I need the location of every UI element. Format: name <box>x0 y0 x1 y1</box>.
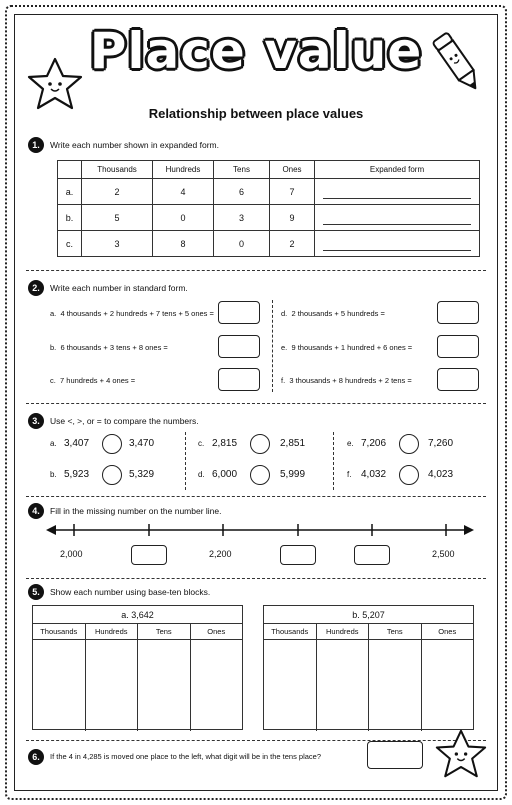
answer-box[interactable] <box>218 368 260 391</box>
base-ten-blocks-b <box>263 605 474 730</box>
answer-box[interactable] <box>218 301 260 324</box>
section-divider <box>26 270 486 271</box>
compare-circle[interactable] <box>399 465 419 485</box>
question-number: 6. <box>28 749 44 765</box>
question-prompt: If the 4 in 4,285 is moved one place to the left, what digit will be in the tens place? <box>50 752 321 761</box>
compare-label: a. <box>50 439 57 448</box>
column-divider <box>185 432 186 490</box>
table-row <box>58 205 480 231</box>
blocks-column[interactable]: Thousands <box>33 624 86 731</box>
compare-right: 7,260 <box>428 438 454 449</box>
compare-circle[interactable] <box>250 434 270 454</box>
expanded-form-answer[interactable] <box>315 179 480 205</box>
table-header: Tens <box>214 161 270 179</box>
cell-tens: 0 <box>214 231 270 257</box>
question-prompt: Fill in the missing number on the number line. <box>50 506 222 516</box>
standard-form-item: f. 3 thousands + 8 hundreds + 2 tens = <box>281 376 412 385</box>
number-line-answer-box[interactable] <box>354 545 390 565</box>
blocks-label: a. 3,642 <box>33 606 242 624</box>
pencil-icon <box>432 28 482 96</box>
answer-box[interactable] <box>218 335 260 358</box>
row-label: c. <box>58 231 82 257</box>
compare-label: e. <box>347 439 354 448</box>
section-divider <box>26 578 486 579</box>
compare-label: c. <box>198 439 205 448</box>
place-value-table <box>57 160 480 257</box>
cell-ones: 9 <box>270 205 315 231</box>
blocks-column[interactable]: Ones <box>422 624 474 731</box>
compare-label: f. <box>347 470 352 479</box>
compare-circle[interactable] <box>250 465 270 485</box>
cell-hundreds: 0 <box>153 205 214 231</box>
question-prompt: Use <, >, or = to compare the numbers. <box>50 416 199 426</box>
row-label: a. <box>58 179 82 205</box>
cell-tens: 6 <box>214 179 270 205</box>
compare-circle[interactable] <box>102 465 122 485</box>
question-prompt: Write each number shown in expanded form. <box>50 140 219 150</box>
cell-tens: 3 <box>214 205 270 231</box>
blocks-column[interactable]: Ones <box>191 624 243 731</box>
number-line <box>46 518 474 542</box>
blocks-column[interactable]: Tens <box>138 624 191 731</box>
standard-form-item: c. 7 hundreds + 4 ones = <box>50 376 136 385</box>
cell-thousands: 5 <box>82 205 153 231</box>
cell-thousands: 2 <box>82 179 153 205</box>
compare-right: 5,999 <box>280 469 306 480</box>
cell-ones: 7 <box>270 179 315 205</box>
section-divider <box>26 496 486 497</box>
number-line-label: 2,500 <box>432 549 455 559</box>
base-ten-blocks-a <box>32 605 243 730</box>
compare-right: 5,329 <box>129 469 155 480</box>
cell-hundreds: 4 <box>153 179 214 205</box>
compare-right: 3,470 <box>129 438 155 449</box>
answer-box[interactable] <box>437 335 479 358</box>
compare-right: 2,851 <box>280 438 306 449</box>
table-row <box>58 179 480 205</box>
table-header: Thousands <box>82 161 153 179</box>
number-line-answer-box[interactable] <box>280 545 316 565</box>
blocks-label: b. 5,207 <box>264 606 473 624</box>
compare-right: 4,023 <box>428 469 454 480</box>
number-line-answer-box[interactable] <box>131 545 167 565</box>
star-icon <box>434 728 488 780</box>
standard-form-item: d. 2 thousands + 5 hundreds = <box>281 309 385 318</box>
compare-left: 5,923 <box>64 469 90 480</box>
compare-circle[interactable] <box>102 434 122 454</box>
compare-left: 4,032 <box>361 469 387 480</box>
number-line-label: 2,200 <box>209 549 232 559</box>
table-row <box>58 231 480 257</box>
table-header: Hundreds <box>153 161 214 179</box>
table-header: Expanded form <box>315 161 480 179</box>
column-divider <box>272 300 273 392</box>
cell-ones: 2 <box>270 231 315 257</box>
question-number: 3. <box>28 413 44 429</box>
question-number: 1. <box>28 137 44 153</box>
answer-box[interactable] <box>367 741 423 769</box>
compare-left: 6,000 <box>212 469 238 480</box>
compare-left: 7,206 <box>361 438 387 449</box>
compare-circle[interactable] <box>399 434 419 454</box>
compare-left: 2,815 <box>212 438 238 449</box>
compare-label: d. <box>198 470 205 479</box>
blocks-column[interactable]: Thousands <box>264 624 317 731</box>
expanded-form-answer[interactable] <box>315 205 480 231</box>
standard-form-item: a. 4 thousands + 2 hundreds + 7 tens + 5 ones = <box>50 309 214 318</box>
cell-thousands: 3 <box>82 231 153 257</box>
table-header: Ones <box>270 161 315 179</box>
question-number: 2. <box>28 280 44 296</box>
answer-box[interactable] <box>437 301 479 324</box>
blocks-column[interactable]: Tens <box>369 624 422 731</box>
page-title: Place value <box>89 22 423 80</box>
blocks-column[interactable]: Hundreds <box>317 624 370 731</box>
column-divider <box>333 432 334 490</box>
expanded-form-answer[interactable] <box>315 231 480 257</box>
page-subtitle: Relationship between place values <box>148 106 364 121</box>
cell-hundreds: 8 <box>153 231 214 257</box>
question-number: 5. <box>28 584 44 600</box>
star-icon <box>26 56 84 112</box>
standard-form-item: e. 9 thousands + 1 hundred + 6 ones = <box>281 343 413 352</box>
section-divider <box>26 403 486 404</box>
answer-box[interactable] <box>437 368 479 391</box>
question-number: 4. <box>28 503 44 519</box>
blocks-column[interactable]: Hundreds <box>86 624 139 731</box>
compare-label: b. <box>50 470 57 479</box>
standard-form-item: b. 6 thousands + 3 tens + 8 ones = <box>50 343 168 352</box>
number-line-label: 2,000 <box>60 549 83 559</box>
question-prompt: Show each number using base-ten blocks. <box>50 587 211 597</box>
row-label: b. <box>58 205 82 231</box>
compare-left: 3,407 <box>64 438 90 449</box>
question-prompt: Write each number in standard form. <box>50 283 188 293</box>
